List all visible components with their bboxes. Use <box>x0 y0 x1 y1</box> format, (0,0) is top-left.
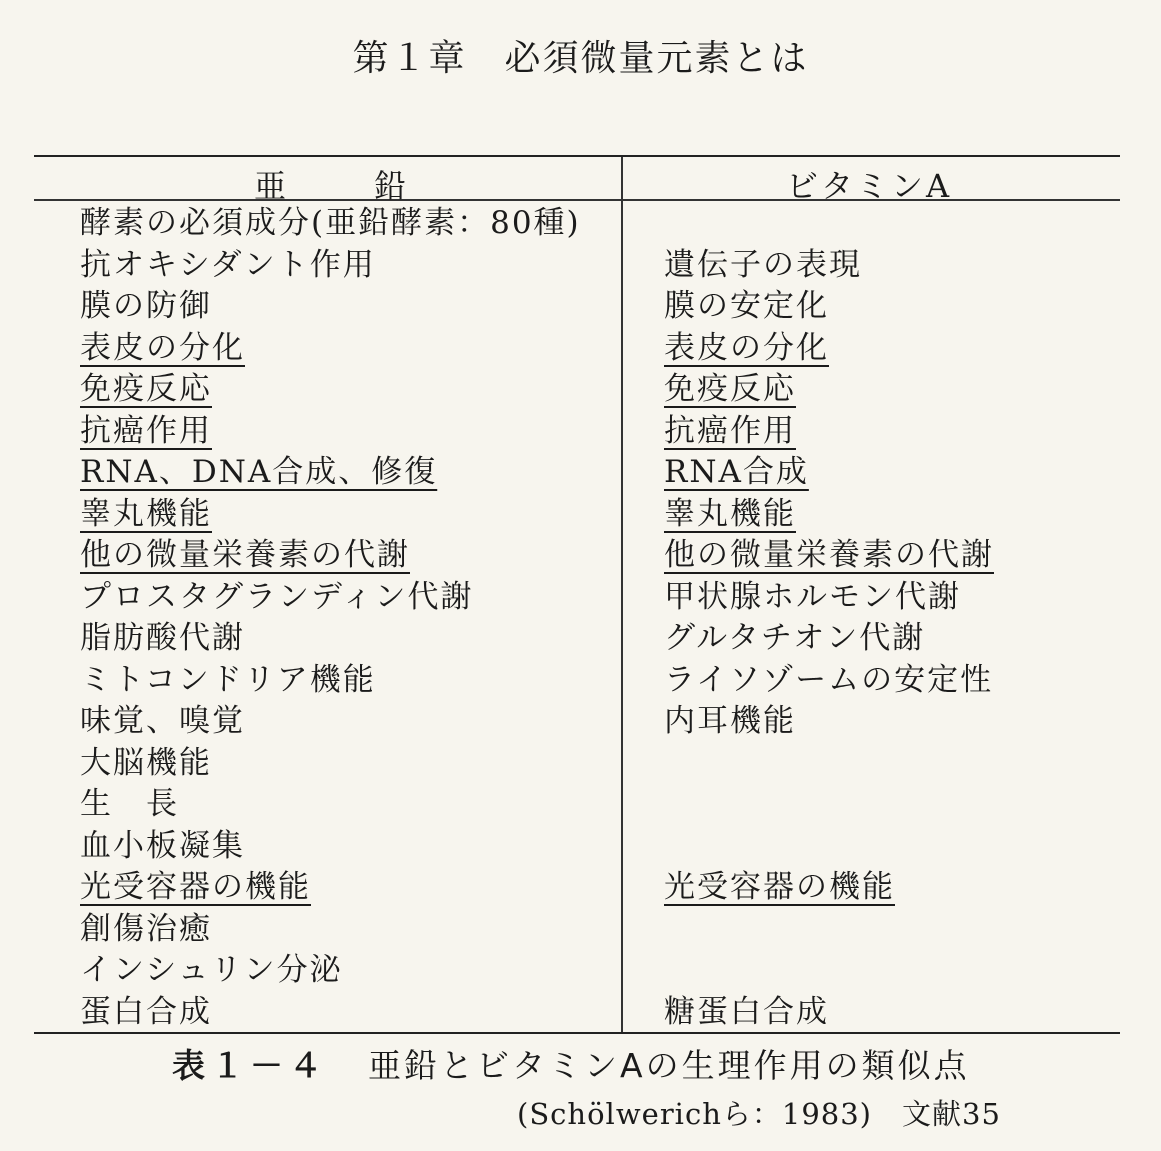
header-vitamin-a: ビタミンA <box>786 167 953 205</box>
vitamin-a-row: 光受容器の機能 <box>664 869 895 905</box>
zinc-row: 脂肪酸代謝 <box>80 620 245 656</box>
table-number: 表１－４ <box>172 1046 328 1085</box>
comparison-table <box>34 155 1120 1034</box>
column-divider <box>621 157 623 1032</box>
source-citation: (Schölwerichら：1983) 文献35 <box>517 1097 1001 1131</box>
vitamin-a-row: 免疫反応 <box>664 371 796 407</box>
zinc-row: 免疫反応 <box>80 371 212 407</box>
header-zinc: 亜鉛 <box>254 167 495 205</box>
zinc-row: 膜の防御 <box>80 288 212 324</box>
chapter-title: 第１章 必須微量元素とは <box>352 38 809 79</box>
table-caption <box>172 1040 970 1087</box>
zinc-row: インシュリン分泌 <box>80 952 343 988</box>
vitamin-a-row: 睾丸機能 <box>664 495 796 532</box>
zinc-row: 睾丸機能 <box>80 495 212 532</box>
zinc-row: 抗癌作用 <box>80 412 212 449</box>
zinc-row: プロスタグランディン代謝 <box>80 578 474 615</box>
zinc-row: 創傷治癒 <box>80 910 212 947</box>
zinc-row: 生 長 <box>80 786 179 822</box>
vitamin-a-row: 抗癌作用 <box>664 412 796 449</box>
zinc-row: 表皮の分化 <box>80 329 245 366</box>
vitamin-a-row: グルタチオン代謝 <box>664 620 926 656</box>
vitamin-a-row: 糖蛋白合成 <box>664 993 829 1030</box>
vitamin-a-row: RNA合成 <box>664 454 809 490</box>
caption-text: 亜鉛とビタミンAの生理作用の類似点 <box>368 1046 970 1085</box>
zinc-row: 他の微量栄養素の代謝 <box>80 537 410 573</box>
zinc-row: 味覚、嗅覚 <box>80 703 245 739</box>
zinc-row: 大脳機能 <box>80 744 212 781</box>
zinc-row: 酵素の必須成分(亜鉛酵素：80種) <box>80 205 581 241</box>
header-rule <box>34 199 1120 201</box>
zinc-row: 蛋白合成 <box>80 993 212 1030</box>
zinc-row: 光受容器の機能 <box>80 869 311 905</box>
vitamin-a-row: 甲状腺ホルモン代謝 <box>664 578 961 615</box>
vitamin-a-row: 遺伝子の表現 <box>664 246 862 283</box>
vitamin-a-row: 膜の安定化 <box>664 288 829 324</box>
vitamin-a-row: ライソゾームの安定性 <box>664 661 994 698</box>
vitamin-a-row: 表皮の分化 <box>664 329 829 366</box>
zinc-row: 抗オキシダント作用 <box>80 246 376 283</box>
vitamin-a-row: 他の微量栄養素の代謝 <box>664 537 994 573</box>
zinc-row: ミトコンドリア機能 <box>80 661 376 698</box>
zinc-row: RNA、DNA合成、修復 <box>80 454 438 490</box>
vitamin-a-row: 内耳機能 <box>664 703 796 739</box>
zinc-row: 血小板凝集 <box>80 827 245 864</box>
